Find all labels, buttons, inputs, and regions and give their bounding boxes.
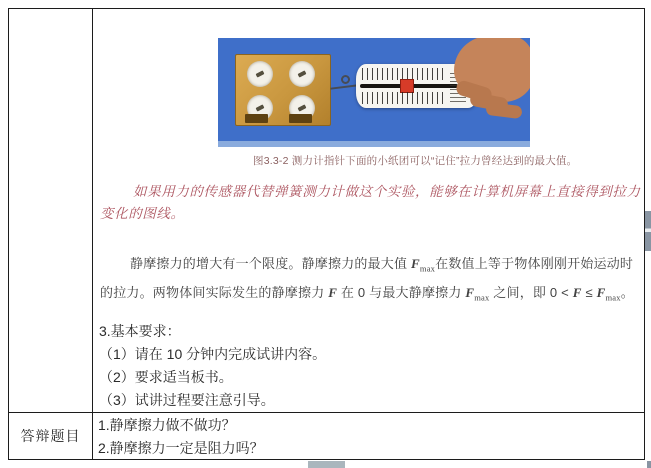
defense-label-cell bbox=[9, 413, 93, 459]
block-slot bbox=[245, 114, 268, 123]
experiment-photo bbox=[218, 38, 530, 147]
scrollbar-corner-fragment bbox=[647, 461, 651, 468]
paper-dial bbox=[289, 61, 315, 87]
force-symbol: F bbox=[596, 284, 606, 300]
force-symbol: F bbox=[465, 284, 475, 300]
physics-paragraph bbox=[100, 252, 640, 309]
horizontal-scrollbar-fragment[interactable] bbox=[308, 461, 345, 468]
defense-questions-cell bbox=[93, 413, 644, 459]
physics-text: 。 bbox=[620, 284, 634, 300]
requirements-heading: 3.基本要求： bbox=[99, 323, 181, 339]
wire-hook-loop bbox=[341, 75, 350, 84]
red-slider-marker bbox=[400, 79, 414, 93]
force-subscript: max bbox=[605, 292, 621, 303]
defense-label: 答辩题目 bbox=[20, 428, 81, 444]
physics-text: 之间，即 0 < bbox=[489, 284, 573, 300]
force-symbol: F bbox=[328, 284, 338, 300]
basic-requirements bbox=[99, 320, 326, 412]
photo-table-edge bbox=[218, 141, 530, 147]
requirement-item: （1）请在 10 分钟内完成试讲内容。 bbox=[99, 346, 327, 362]
scale-ticks-bottom bbox=[362, 92, 446, 104]
physics-text: 在 0 与最大静摩擦力 bbox=[337, 284, 466, 300]
paper-marker bbox=[298, 104, 307, 111]
vertical-scrollbar-thumb[interactable] bbox=[645, 211, 651, 251]
physics-text: 在数值上等于物体刚刚开始运动时的拉力。两物体间实际发生的静摩擦力 bbox=[100, 256, 634, 300]
figure-caption: 图3.3-2 测力计指针下面的小纸团可以“记住”拉力曾经达到的最大值。 bbox=[253, 155, 578, 167]
paper-marker bbox=[298, 70, 307, 77]
wooden-friction-block bbox=[235, 54, 331, 126]
force-symbol: F bbox=[411, 256, 420, 271]
defense-question: 1.静摩擦力做不做功？ bbox=[98, 417, 236, 433]
exam-table bbox=[8, 8, 645, 460]
textbook-note-line2: 变化的图线。 bbox=[100, 206, 185, 221]
textbook-note-line1: 如果用力的传感器代替弹簧测力计做这个实验，能够在计算机屏幕上直接得到拉力 bbox=[133, 184, 641, 199]
paper-marker bbox=[256, 70, 265, 77]
requirement-item: （3）试讲过程要注意引导。 bbox=[99, 392, 275, 408]
paper-dial bbox=[247, 61, 273, 87]
requirement-item: （2）要求适当板书。 bbox=[99, 369, 233, 385]
physics-text: 静摩擦力的增大有一个限度。静摩擦力的最大值 bbox=[130, 256, 412, 271]
physics-text: ≤ bbox=[581, 284, 597, 300]
paper-marker bbox=[256, 104, 265, 111]
defense-row bbox=[9, 412, 644, 459]
force-subscript: max bbox=[474, 292, 490, 303]
force-subscript: max bbox=[419, 263, 436, 274]
textbook-note bbox=[100, 181, 641, 225]
hand-finger bbox=[485, 102, 522, 119]
question-row bbox=[9, 9, 644, 412]
force-symbol: F bbox=[572, 284, 582, 300]
block-slot bbox=[289, 114, 312, 123]
question-content-cell bbox=[93, 9, 644, 412]
defense-question: 2.静摩擦力一定是阻力吗？ bbox=[98, 440, 264, 456]
left-label-cell-top bbox=[9, 9, 93, 412]
